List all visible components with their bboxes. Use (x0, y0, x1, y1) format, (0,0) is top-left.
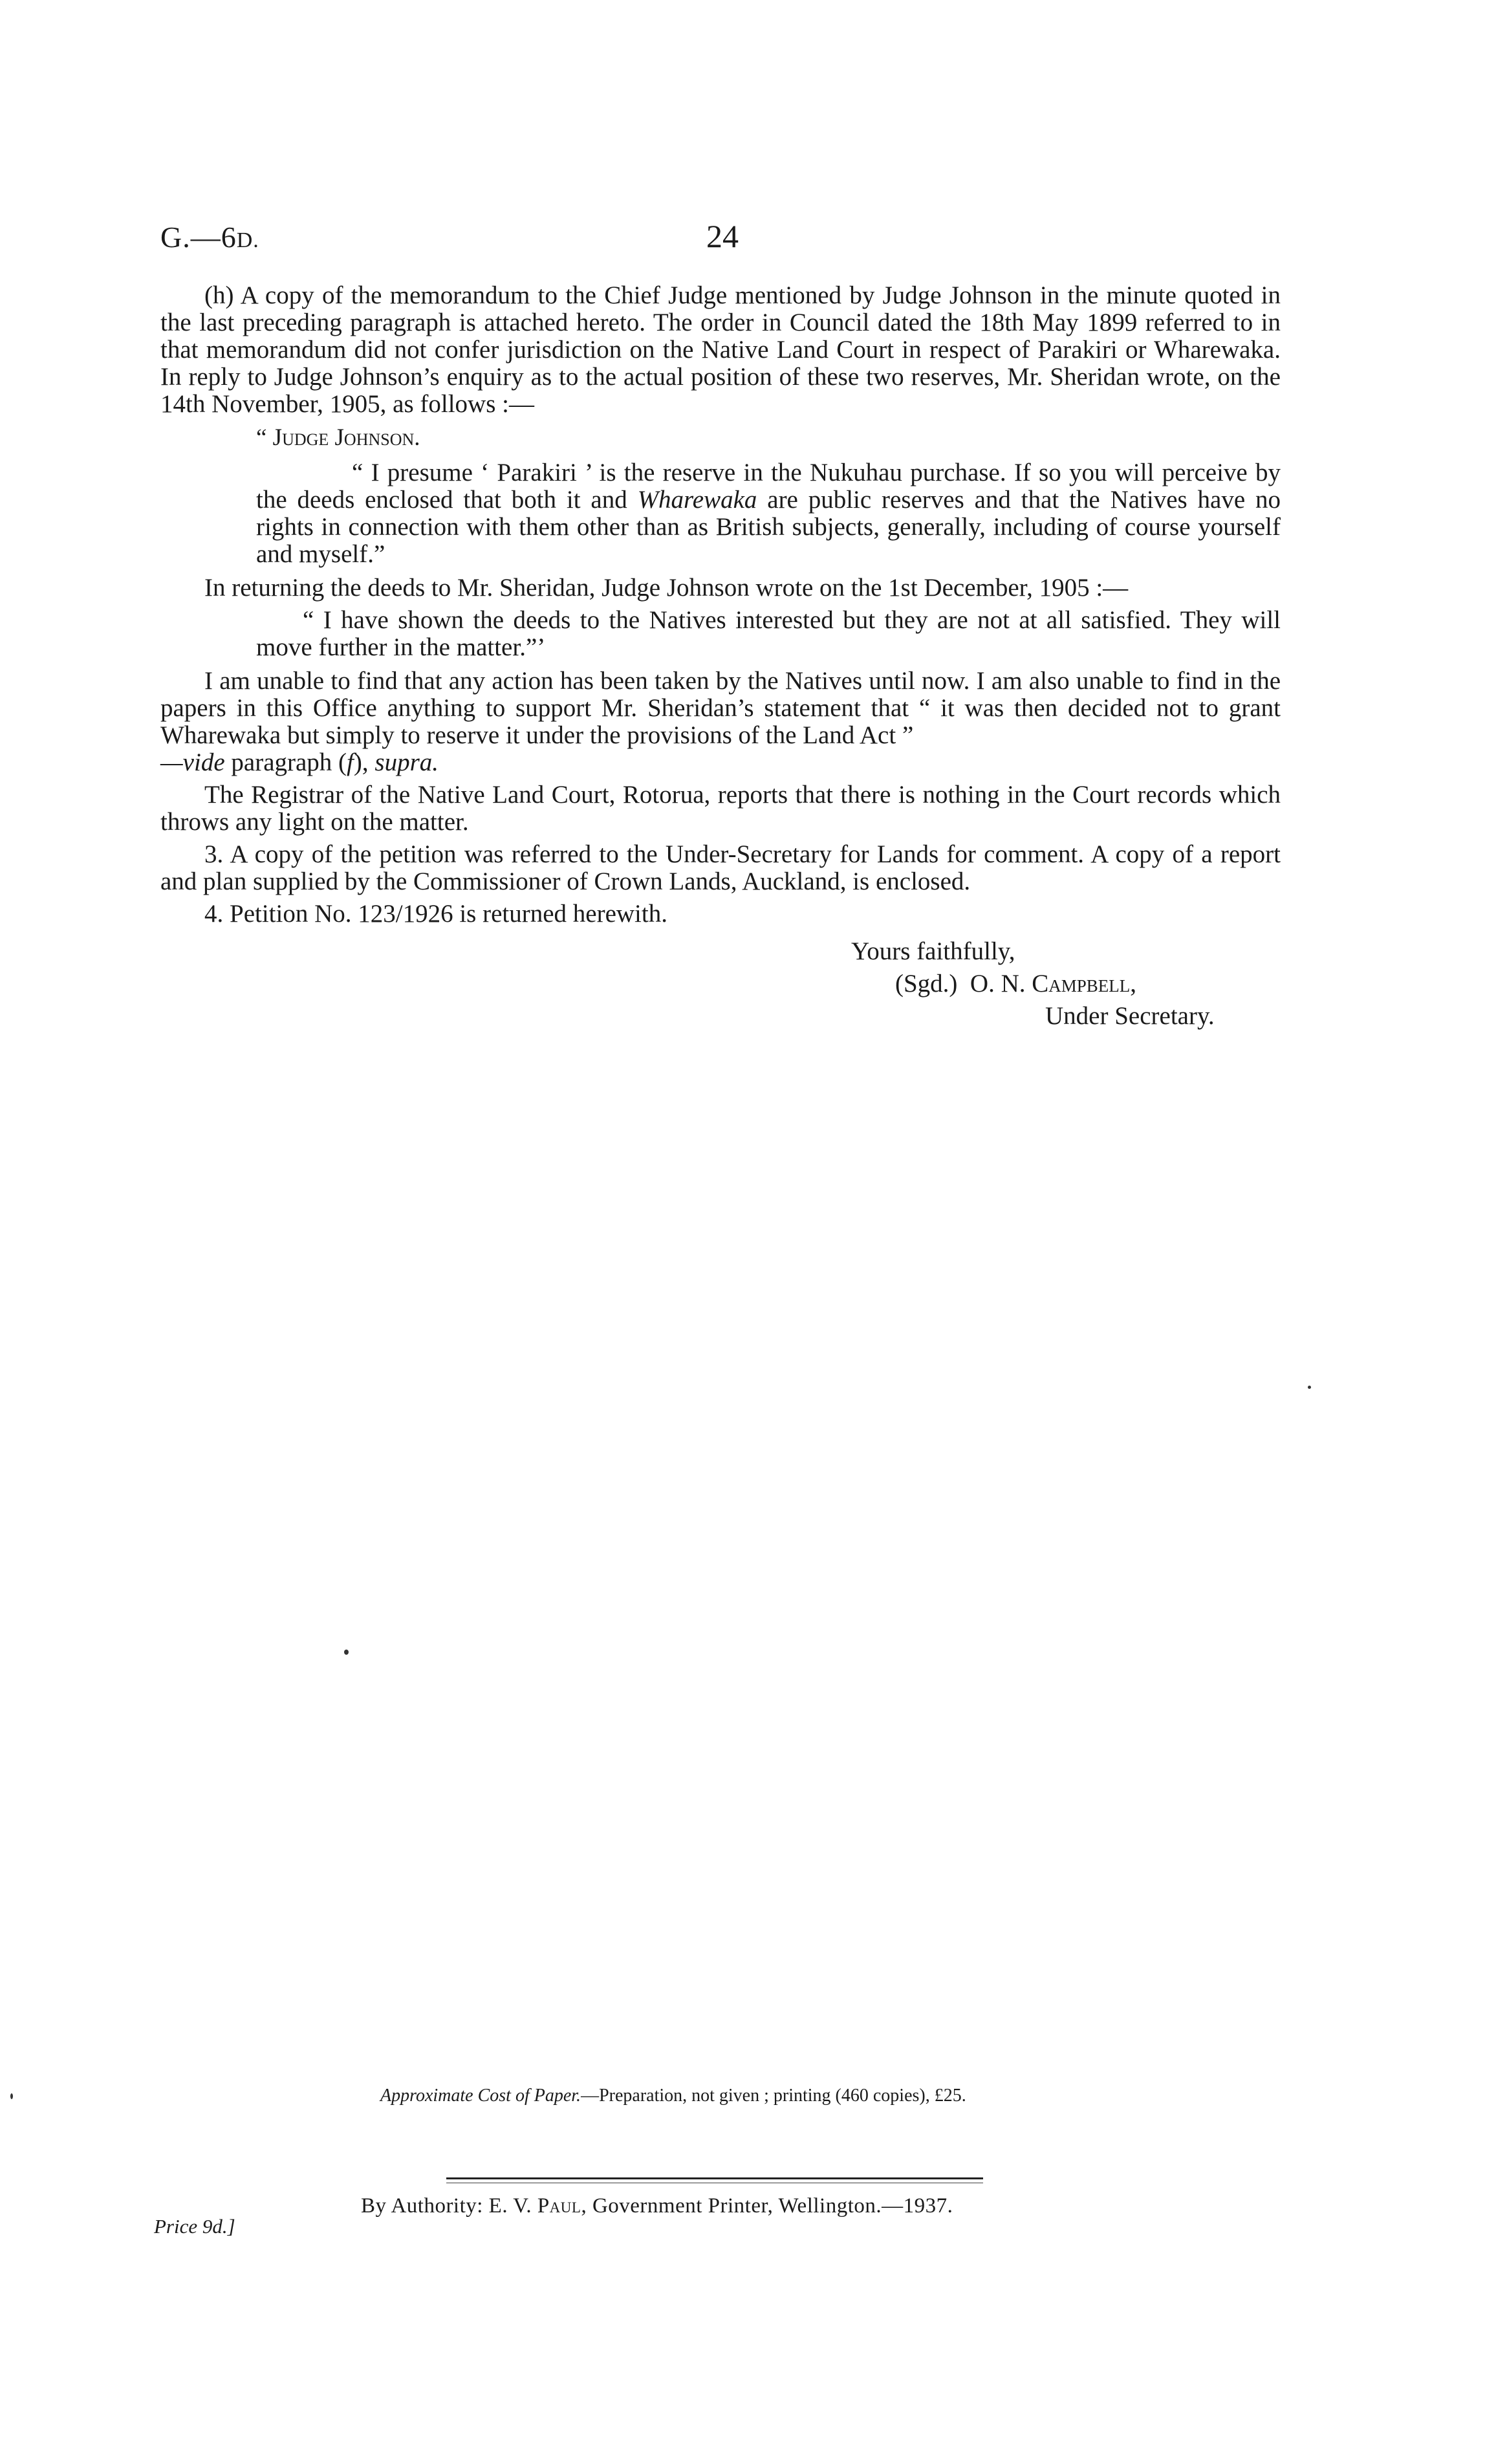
authority-rest: Government Printer, Wellington.—1937. (587, 2194, 953, 2218)
quote-sheridan (256, 459, 1281, 568)
paragraph-unable-text: I am unable to find that any action has been taken by the Natives until now. I am also unable to find in the papers in this Office anything to support Mr. Sheridan’s statement that “ it was then decided not to grant Wharewaka but simply to reserve it under the provisions of the Land Act ” (160, 667, 1281, 749)
paragraph-4: 4. Petition No. 123/1926 is returned herewith. (204, 900, 667, 928)
cost-of-paper-text: —Preparation, not given ; printing (460 copies), £25. (581, 2086, 966, 2106)
scan-speck (344, 1650, 349, 1655)
paragraph-unable-close: ), (353, 748, 375, 776)
footer-rule (446, 2177, 983, 2179)
cost-of-paper-label: Approximate Cost of Paper. (380, 2086, 581, 2106)
paragraph-unable-f: f (347, 748, 354, 776)
paragraph-unable-vide: —vide (160, 748, 225, 776)
signature-name-line (895, 968, 1215, 1000)
document-code-suffix: D. (236, 228, 259, 252)
paragraph-unable-supra: supra. (374, 748, 439, 776)
quote-sheridan-start: “ I presume ‘ Parakiri ’ is the reserve in the Nukuhau purchase. If so you will perceive by the deeds enclosed that both it and (256, 459, 1281, 514)
cost-of-paper (380, 2086, 966, 2106)
authority-name: Paul, (537, 2194, 587, 2218)
signature-surname: Campbell, (1032, 970, 1137, 998)
paragraph-unable (160, 668, 1281, 776)
quote-sheridan-italic: Wharewaka (637, 486, 757, 514)
document-code (160, 220, 259, 254)
paragraph-h: (h) A copy of the memorandum to the Chief Judge mentioned by Judge Johnson in the minute quoted in the last preceding paragraph is attached hereto. The order in Council dated the 18th May 1899 referred to in that memorandum did not confer jurisdiction on the Native Land Court in respect of Parakiri or Wharewaka. In reply to Judge Johnson’s enquiry as to the actual position of these two reserves, Mr. Sheridan wrote, on the 14th November, 1905, as follows :— (160, 281, 1281, 418)
price: Price 9d.] (154, 2215, 235, 2238)
quote-johnson: “ I have shown the deeds to the Natives interested but they are not at all satisfied. They will move further in the matter.”’ (256, 606, 1281, 661)
authority-prefix: By Authority: E. V. (361, 2194, 537, 2218)
signature-title: Under Secretary. (1045, 1002, 1215, 1030)
quote-sheridan-end: are public reserves and that the Natives have no rights in connection with them other than as British subjects, generally, including of course yourself and myself.” (256, 486, 1281, 568)
scan-speck (1308, 1386, 1311, 1389)
body-text (160, 282, 1281, 933)
paragraph-unable-ref: paragraph ( (224, 748, 347, 776)
signature-initials: O. N. (970, 970, 1032, 998)
paragraph-3: 3. A copy of the petition was referred to the Under-Secretary for Lands for comment. A copy of a report and plan supplied by the Commissioner of Crown Lands, Auckland, is enclosed. (160, 840, 1281, 895)
addressee: “ Judge Johnson. (256, 424, 420, 451)
signature-block (851, 935, 1215, 1032)
document-code-main: G.—6 (160, 221, 237, 254)
paragraph-returning-deeds: In returning the deeds to Mr. Sheridan, Judge Johnson wrote on the 1st December, 1905 :— (204, 574, 1129, 602)
signature-sgd: (Sgd.) (895, 970, 958, 998)
paragraph-registrar: The Registrar of the Native Land Court, Rotorua, reports that there is nothing in the Court records which throws any light on the matter. (160, 781, 1281, 836)
page-number: 24 (706, 218, 739, 254)
printer-authority (361, 2194, 953, 2218)
scan-speck (10, 2093, 13, 2099)
signature-closing: Yours faithfully, (851, 937, 1015, 965)
